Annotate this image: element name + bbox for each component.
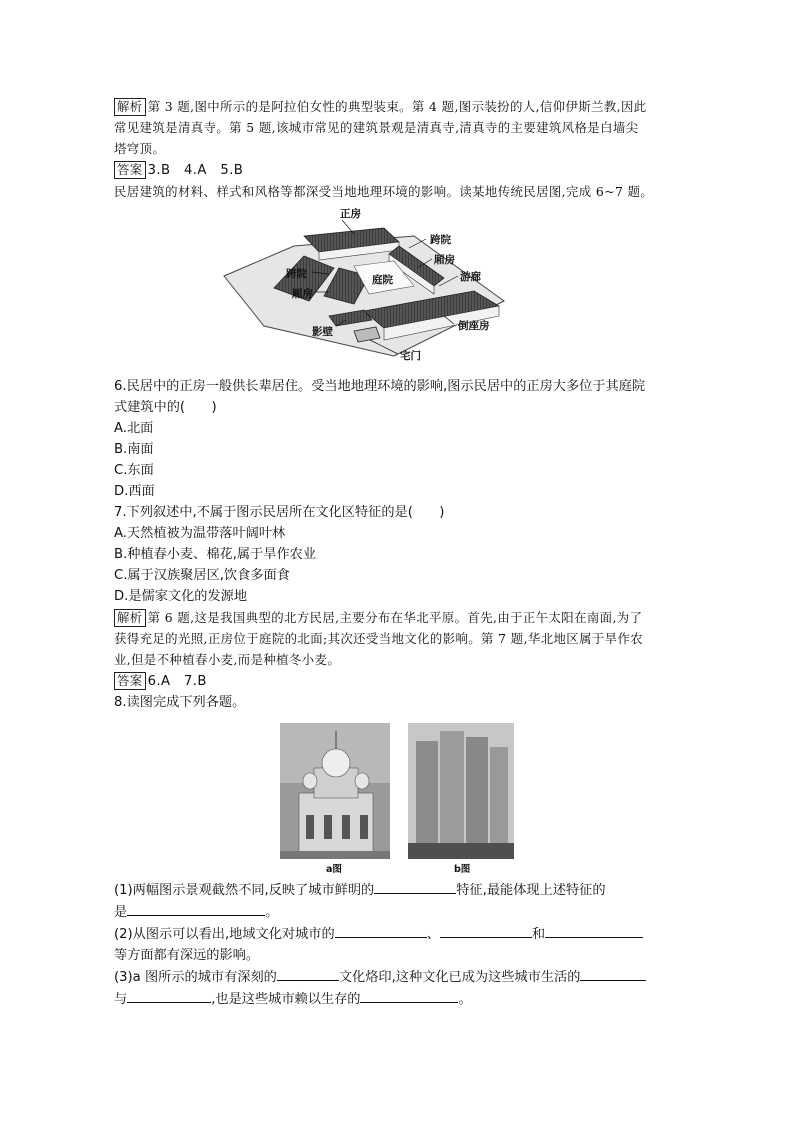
- label-wing-room-left: 厢房: [292, 288, 313, 300]
- question-7-option: C.属于汉族聚居区,饮食多面食: [114, 568, 290, 583]
- label-gate: 宅门: [400, 350, 421, 362]
- analysis-line: 常见建筑是清真寺。第 5 题,该城市常见的建筑景观是清真寺,清真寺的主要建筑风格是白墙尖: [114, 120, 639, 135]
- question-6-stem: 6.民居中的正房一般供长辈居住。受当地地理环境的影响,图示民居中的正房大多位于其庭院: [114, 379, 646, 394]
- blank-4[interactable]: [440, 923, 532, 938]
- blank-6[interactable]: [277, 966, 339, 981]
- question-6-option: B.南面: [114, 442, 154, 457]
- question-6-option: D.西面: [114, 484, 155, 499]
- intro-text: 民居建筑的材料、样式和风格等都深受当地地理环境的影响。读某地传统民居图,完成 6~7 题。: [114, 184, 654, 199]
- question-8-part-3-cont: 与 ,也是这些城市赖以生存的 。: [114, 988, 684, 1010]
- label-main-house: 正房: [340, 208, 361, 220]
- question-7-stem: 7.下列叙述中,不属于图示民居所在文化区特征的是( ): [114, 505, 445, 520]
- answer-text: 3.B 4.A 5.B: [147, 163, 244, 178]
- question-6-stem-cont: 式建筑中的( ): [114, 400, 217, 415]
- analysis-tag: 解析: [114, 98, 146, 116]
- analysis-line: [114, 96, 684, 117]
- answer-line: [114, 159, 684, 181]
- caption-b: b图: [454, 864, 471, 875]
- answer-tag: 答案: [114, 161, 146, 179]
- question-8-part-2-cont: 等方面都有深远的影响。: [114, 948, 260, 963]
- answer-text: 6.A 7.B: [147, 674, 207, 689]
- label-courtyard: 庭院: [372, 274, 393, 286]
- analysis-text: 第 6 题,这是我国典型的北方民居,主要分布在华北平原。首先,由于正午太阳在南面,为了: [147, 610, 643, 625]
- analysis-line: 塔穹顶。: [114, 141, 166, 156]
- city-photos-figure: [114, 723, 684, 873]
- question-6-option: A.北面: [114, 421, 154, 436]
- question-7-option: B.种植春小麦、棉花,属于旱作农业: [114, 547, 317, 562]
- analysis-line: [114, 607, 684, 628]
- analysis-line: 业,但是不种植春小麦,而是种植冬小麦。: [114, 652, 341, 667]
- caption-a: a图: [326, 864, 342, 875]
- blank-7[interactable]: [580, 966, 646, 981]
- analysis-line: 获得充足的光照,正房位于庭院的北面;其次还受当地文化的影响。第 7 题,华北地区属于旱作农: [114, 631, 644, 646]
- answer-line: [114, 670, 684, 692]
- label-wing-room-right: 厢房: [434, 254, 455, 266]
- label-south-house: 倒座房: [458, 320, 490, 332]
- analysis-tag: 解析: [114, 609, 146, 627]
- photo-b-towers: [408, 723, 514, 859]
- blank-8[interactable]: [127, 988, 211, 1003]
- question-7-option: A.天然植被为温带落叶阔叶林: [114, 526, 286, 541]
- question-8-part-1-cont: 是 。: [114, 901, 684, 923]
- label-side-courtyard-right: 跨院: [430, 234, 451, 246]
- blank-2[interactable]: [127, 901, 265, 916]
- courtyard-house-figure: [114, 206, 684, 366]
- question-8-stem: 8.读图完成下列各题。: [114, 695, 246, 710]
- question-6-option: C.东面: [114, 463, 154, 478]
- question-8-part-1: (1)两幅图示景观截然不同,反映了城市鲜明的 特征,最能体现上述特征的: [114, 879, 684, 901]
- blank-5[interactable]: [545, 923, 643, 938]
- blank-3[interactable]: [335, 923, 427, 938]
- photo-a-church: [280, 723, 390, 859]
- blank-1[interactable]: [374, 879, 456, 894]
- label-screen-wall: 影壁: [312, 326, 333, 338]
- analysis-text: 第 3 题,图中所示的是阿拉伯女性的典型装束。第 4 题,图示装扮的人,信仰伊斯兰教,因此: [147, 99, 647, 114]
- question-8-part-2: (2)从图示可以看出,地域文化对城市的 、 和: [114, 923, 684, 945]
- label-side-courtyard-left: 跨院: [286, 268, 307, 280]
- answer-tag: 答案: [114, 672, 146, 690]
- question-7-option: D.是儒家文化的发源地: [114, 589, 248, 604]
- city-photos: [114, 723, 684, 873]
- document-page: [114, 96, 684, 1010]
- blank-9[interactable]: [360, 988, 458, 1003]
- question-8-part-3: (3)a 图所示的城市有深刻的 文化烙印,这种文化已成为这些城市生活的: [114, 966, 684, 988]
- courtyard-house-illustration: [114, 206, 684, 366]
- label-corridor: 游廊: [460, 271, 481, 283]
